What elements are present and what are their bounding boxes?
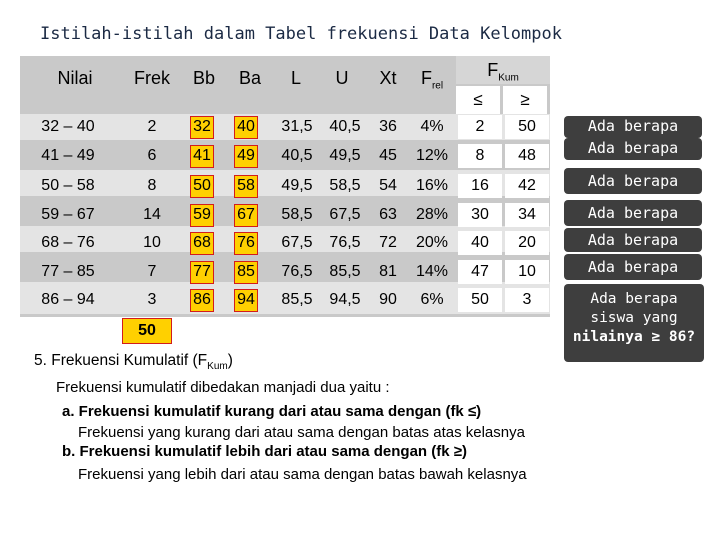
table-cell-fk_le: 30 (471, 206, 489, 223)
table-cell-bb: 77 (193, 263, 211, 280)
table-cell-ba: 85 (237, 263, 255, 280)
table-cell-xt: 90 (379, 291, 397, 308)
table-cell-u: 85,5 (329, 263, 361, 280)
table-cell-bb: 68 (193, 234, 211, 251)
table-cell-bb: 86 (193, 291, 211, 308)
table-cell-ba: 40 (237, 118, 255, 135)
table-cell-fk_le: 47 (471, 263, 489, 280)
table-cell-xt: 63 (379, 206, 397, 223)
table-cell-bb: 32 (193, 118, 211, 135)
table-cell-frek: 10 (143, 234, 161, 251)
table-cell-bb: 50 (193, 177, 211, 194)
table-cell-frel: 12% (415, 147, 449, 164)
table-cell-xt: 36 (379, 118, 397, 135)
table-cell-u: 94,5 (329, 291, 361, 308)
table-cell-fk_le: 50 (471, 291, 489, 308)
header-l: L (290, 68, 301, 88)
header-bb: Bb (192, 68, 216, 88)
table-cell-xt: 72 (379, 234, 397, 251)
table-cell-fk_le: 40 (471, 234, 489, 251)
table-cell-frel: 6% (420, 291, 444, 308)
table-cell-ba: 67 (237, 206, 255, 223)
table-cell-frel: 20% (415, 234, 449, 251)
table-cell-frek: 14 (143, 206, 161, 223)
table-cell-bb: 41 (193, 147, 211, 164)
header-fk-ge: ≥ (503, 86, 547, 114)
callout-question-last (564, 284, 704, 362)
table-cell-xt: 81 (379, 263, 397, 280)
table-cell-fk_ge: 42 (518, 177, 536, 194)
table-cell-frel: 16% (415, 177, 449, 194)
table-cell-nilai: 50 – 58 (41, 177, 95, 194)
table-cell-fk_ge: 10 (518, 263, 536, 280)
table-cell-nilai: 86 – 94 (41, 291, 95, 308)
table-cell-ba: 94 (237, 291, 255, 308)
table-cell-nilai: 32 – 40 (41, 118, 95, 135)
table-cell-xt: 54 (379, 177, 397, 194)
callout-question: Ada berapa (564, 138, 702, 160)
table-cell-nilai: 59 – 67 (41, 206, 95, 223)
callout-line: Ada berapa (590, 291, 678, 307)
table-cell-bb: 59 (193, 206, 211, 223)
table-cell-l: 40,5 (281, 147, 313, 164)
table-cell-fk_ge: 20 (518, 234, 536, 251)
callout-question: Ada berapa (564, 168, 702, 194)
table-cell-frek: 3 (147, 291, 157, 308)
table-cell-l: 85,5 (281, 291, 313, 308)
table-cell-nilai: 77 – 85 (41, 263, 95, 280)
definition-a-desc: Frekuensi yang kurang dari atau sama dengan batas atas kelasnya (78, 424, 525, 441)
table-cell-fk_le: 2 (475, 118, 485, 135)
table-cell-frek: 2 (147, 118, 157, 135)
header-u: U (335, 68, 349, 88)
section-heading: 5. Frekuensi Kumulatif $(F_{Kum})$ (34, 352, 233, 373)
table-cell-frel: 28% (415, 206, 449, 223)
callout-line: siswa yang (590, 310, 678, 326)
table-cell-l: 49,5 (281, 177, 313, 194)
table-cell-l: 31,5 (281, 118, 313, 135)
table-cell-l: 76,5 (281, 263, 313, 280)
callout-question: Ada berapa (564, 116, 702, 138)
callout-line: nilainya ≥ 86? (572, 329, 696, 345)
section-intro: Frekuensi kumulatif dibedakan manjadi dua yaitu : (56, 379, 390, 396)
table-cell-l: 67,5 (281, 234, 313, 251)
callout-question: Ada berapa (564, 254, 702, 280)
table-cell-fk_ge: 50 (518, 118, 536, 135)
slide-title: Istilah-istilah dalam Tabel frekuensi Data Kelompok (40, 24, 562, 44)
table-cell-fk_ge: 3 (522, 291, 532, 308)
header-fk-le: ≤ (456, 86, 500, 114)
table-cell-ba: 76 (237, 234, 255, 251)
table-cell-u: 49,5 (329, 147, 361, 164)
table-cell-fk_le: 8 (475, 147, 485, 164)
definition-b-title: b. Frekuensi kumulatif lebih dari atau sama dengan (fk ≥) (62, 443, 467, 460)
header-frel: $F_{rel}$ (420, 68, 444, 92)
header-frek: Frek (134, 68, 170, 88)
table-cell-u: 76,5 (329, 234, 361, 251)
header-ba: Ba (238, 68, 262, 88)
table-cell-u: 40,5 (329, 118, 361, 135)
total-frequency: 50 (122, 318, 172, 344)
table-cell-nilai: 68 – 76 (41, 234, 95, 251)
callout-question: Ada berapa (564, 200, 702, 226)
table-cell-nilai: 41 – 49 (41, 147, 95, 164)
table-cell-u: 58,5 (329, 177, 361, 194)
table-cell-frel: 14% (415, 263, 449, 280)
definition-a-title: a. Frekuensi kumulatif kurang dari atau sama dengan (fk ≤) (62, 403, 482, 420)
table-cell-l: 58,5 (281, 206, 313, 223)
definition-b-desc: Frekuensi yang lebih dari atau sama dengan batas bawah kelasnya (78, 466, 527, 483)
table-cell-frek: 8 (147, 177, 157, 194)
header-nilai: Nilai (57, 68, 93, 88)
table-cell-fk_ge: 48 (518, 147, 536, 164)
table-cell-ba: 58 (237, 177, 255, 194)
table-cell-fk_ge: 34 (518, 206, 536, 223)
header-xt: Xt (379, 68, 397, 88)
callout-question: Ada berapa (564, 228, 702, 252)
table-cell-frel: 4% (420, 118, 444, 135)
table-cell-ba: 49 (237, 147, 255, 164)
header-fkum: $F_{Kum}$ (456, 56, 550, 84)
table-cell-frek: 7 (147, 263, 157, 280)
table-cell-fk_le: 16 (471, 177, 489, 194)
table-cell-xt: 45 (379, 147, 397, 164)
table-cell-u: 67,5 (329, 206, 361, 223)
table-cell-frek: 6 (147, 147, 157, 164)
